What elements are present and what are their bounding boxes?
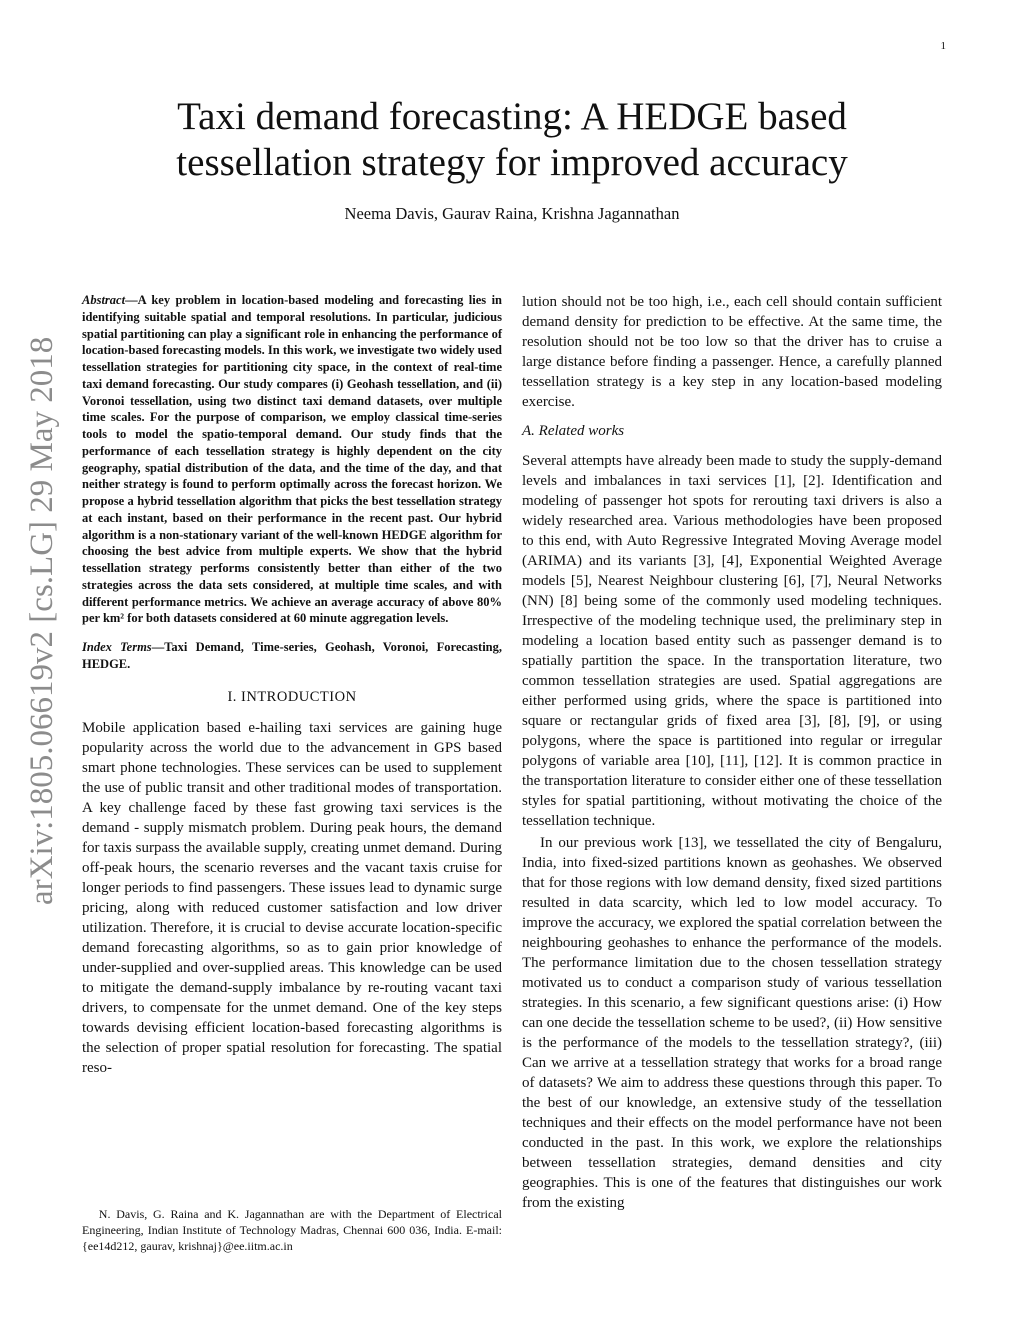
abstract-body: —A key problem in location-based modeling and forecasting lies in identifying suitable spatial and temporal resolutions. In particular, judicious spatial partitioning can play a significant role in enhancing the performance of location-based forecasting models. In this work, we investigate two widely used tessellation strategies for partitioning city space, in the context of real-time taxi demand forecasting. Our study compares (i) Geohash tessellation, and (ii) Voronoi tessellation, using two distinct taxi demand datasets, over multiple time scales. For the purpose of comparison, we employ classical time-series tools to model the spatio-temporal demand. Our study finds that the performance of each tessellation strategy is highly dependent on the city geography, spatial distribution of the data, and the time of the day, and that neither strategy is found to perform optimally across the forecast horizon. We propose a hybrid tessellation algorithm that picks the best tessellation strategy at each instant, based on their performance in the recent past. Our hybrid algorithm is a non-stationary variant of the well-known HEDGE algorithm for choosing the best advice from multiple experts. We show that the hybrid tessellation strategy performs consistently better than either of the two strategies across the data sets considered, at multiple time scales, and with different performance metrics. We achieve an average accuracy of above 80% per km² for both datasets considered at 60 minute aggregation levels. xyxy=(82,293,502,626)
left-column xyxy=(82,292,502,1078)
subsection-heading-related-works: A. Related works xyxy=(522,423,625,439)
index-terms xyxy=(82,639,502,673)
paper-title xyxy=(100,94,924,186)
body-paragraph-3: In our previous work [13], we tessellated the city of Bengaluru, India, into fixed-sized partitions known as geohashes. We observed that for those regions with low demand density, fixed sized partitions resulted in data scarcity, which led to low model accuracy. To improve the accuracy, we explored the spatial correlation between the neighbouring geohashes to enhance the performance of the models. The performance limitation due to the chosen tessellation strategy motivated us to conduct a comparison study of various tessellation strategies. In this scenario, a few significant questions arise: (i) How can one decide the tessellation scheme to be used?, (ii) How sensitive is the performance of the models to the tessellation strategy?, (iii) Can we arrive at a tessellation strategy that works for a broad range of datasets? We aim to address these questions through this paper. To the best of our knowledge, an extensive study of the tessellation techniques and their effects on the model performance have not been conducted in the past. In this work, we explore the relationships between tessellation strategies, demand densities and city geographies. This is one of the features that distinguishes our work from the existing xyxy=(522,835,942,1211)
abstract-label: Abstract xyxy=(82,293,126,307)
intro-paragraph: Mobile application based e-hailing taxi services are gaining huge popularity across the world due to the advancement in GPS based smart phone technologies. These services can be used to supplement the use of public transit and other traditional modes of transportation. A key challenge faced by these fast growing taxi services is the demand - supply mismatch problem. During peak hours, the demand for taxis surpass the available supply, creating unmet demand. During off-peak hours, the scenario reverses and the vacant taxis cruise for longer periods to find passengers. These issues lead to dynamic surge pricing, along with reduced customer satisfaction and low driver utilization. Therefore, it is crucial to devise accurate location-specific demand forecasting algorithms, so as to gain prior knowledge of under-supplied and over-supplied areas. This knowledge can be used to mitigate the demand-supply imbalance by re-routing vacant taxi drivers, to compensate for the unmet demand. One of the key steps towards devising efficient location-based forecasting algorithms is the selection of proper spatial resolution for forecasting. The spatial reso- xyxy=(82,719,502,1076)
right-column xyxy=(522,292,942,1213)
title-line-2: tessellation strategy for improved accuracy xyxy=(176,141,848,184)
arxiv-identifier: arXiv:1805.06619v2 [cs.LG] 29 May 2018 xyxy=(24,336,60,905)
title-block xyxy=(100,94,924,224)
index-terms-body: —Taxi Demand, Time-series, Geohash, Voronoi, Forecasting, HEDGE. xyxy=(82,640,502,671)
body-paragraph-2: Several attempts have already been made to study the supply-demand levels and imbalances in taxi services [1], [2]. Identification and modeling of passenger hot spots for rerouting taxi drivers is also a widely researched area. Various methodologies have been proposed to this end, with Auto Regressive Integrated Moving Average model (ARIMA) and its variants [3], [4], Exponential Weighted Average models [5], Nearest Neighbour clustering [6], [7], Neural Networks (NN) [8] being some of the commonly used modeling techniques. Irrespective of the modeling technique used, the preliminary step in modeling a location based entity such as passenger demand is to spatially partition the space. In the transportation literature, two common tessellation strategies are used. Spatial aggregations are either performed using grids, where the space is partitioned into square or rectangular grids of fixed area [3], [8], [9], or using polygons, where the space is partitioned into regular or irregular polygons of variable area [10], [11], [12]. It is common practice in the transportation literature to consider either one of these tessellation styles for spatial partitioning, without motivating the choice of the tessellation technique. xyxy=(522,453,942,829)
title-line-1: Taxi demand forecasting: A HEDGE based xyxy=(177,95,847,138)
index-terms-label: Index Terms xyxy=(82,640,152,654)
page-number: 1 xyxy=(940,40,946,52)
abstract xyxy=(82,292,502,627)
section-heading-introduction: I. INTRODUCTION xyxy=(227,688,357,705)
footnote-text: N. Davis, G. Raina and K. Jagannathan are with the Department of Electrical Engineering, Indian Institute of Technology Madras, Chennai 600 036, India. E-mail: {ee14d212, gaurav, krishnaj}@ee.iitm.ac.in xyxy=(82,1207,502,1253)
body-paragraph-1: lution should not be too high, i.e., each cell should contain sufficient demand density for prediction to be effective. At the same time, the resolution should not be too low so that the driver has to cruise a large distance before finding a passenger. Hence, a carefully planned tessellation strategy is a key step in any location-based modeling exercise. xyxy=(522,294,942,410)
author-list: Neema Davis, Gaurav Raina, Krishna Jagannathan xyxy=(344,204,680,223)
author-footnote xyxy=(82,1206,502,1254)
